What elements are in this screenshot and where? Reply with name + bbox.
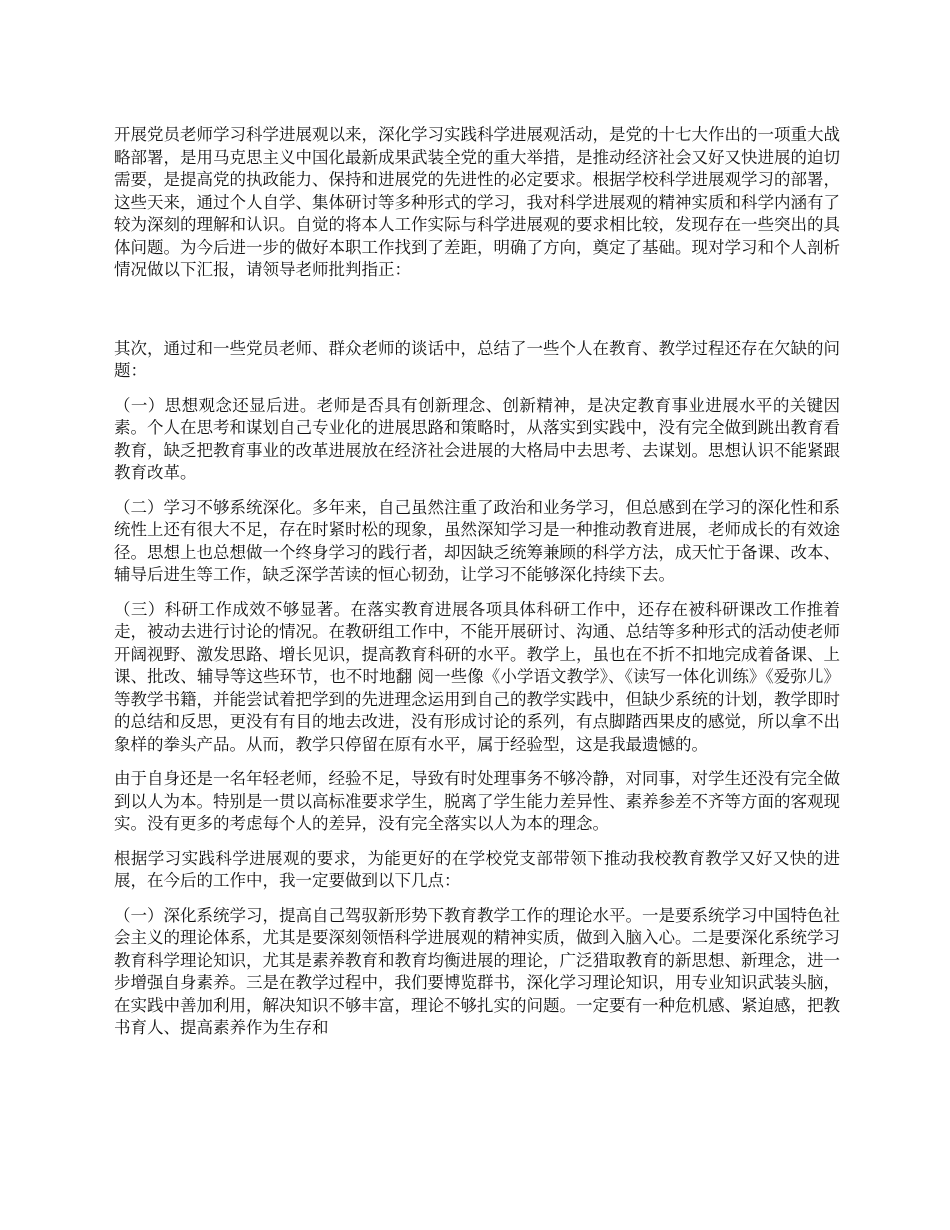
plan-intro-paragraph: 根据学习实践科学进展观的要求，为能更好的在学校党支部带领下推动我校教育教学又好又快的进展，在今后的工作中，我一定要做到以下几点： xyxy=(114,848,840,890)
problem-3-paragraph: （三）科研工作成效不够显著。在落实教育进展各项具体科研工作中，还存在被科研课改工作推着走，被动去进行讨论的情况。在教研组工作中，不能开展研讨、沟通、总结等多种形式的活动使老师开阔视野、激发思路、增长见识，提高教育科研的水平。教学上，虽也在不折不扣地完成着备课、上课、批改、辅导等这些环节，也不时地翻 阅一些像《小学语文教学》、《读写一体化训练》《爱弥儿》等教学书籍，并能尝试着把学到的先进理念运用到自己的教学实践中，但缺少系统的计划，教学即时的总结和反思，更没有有目的地去改进，没有形成讨论的系列，有点脚踏西果皮的感觉，所以拿不出象样的拳头产品。从而，教学只停留在原有水平，属于经验型，这是我最遗憾的。 xyxy=(114,599,840,754)
experience-paragraph: 由于自身还是一名年轻老师，经验不足，导致有时处理事务不够冷静，对同事，对学生还没有完全做到以人为本。特别是一贯以高标准要求学生，脱离了学生能力差异性、素养参差不齐等方面的客观现实。没有更多的考虑每个人的差异，没有完全落实以人为本的理念。 xyxy=(114,769,840,833)
document-body xyxy=(114,124,840,1040)
blank-spacer xyxy=(114,282,840,338)
problem-1-paragraph: （一）思想观念还显后进。老师是否具有创新理念、创新精神，是决定教育事业进展水平的关键因素。个人在思考和谋划自己专业化的进展思路和策略时，从落实到实践中，没有完全做到跳出教育看教育，缺乏把教育事业的改革进展放在经济社会进展的大格局中去思考、去谋划。思想认识不能紧跟教育改革。 xyxy=(114,395,840,482)
problem-2-paragraph: （二）学习不够系统深化。多年来，自己虽然注重了政治和业务学习，但总感到在学习的深化性和系统性上还有很大不足，存在时紧时松的现象，虽然深知学习是一种推动教育进展，老师成长的有效途径。思想上也总想做一个终身学习的践行者，却因缺乏统筹兼顾的科学方法，成天忙于备课、改本、辅导后进生等工作，缺乏深学苦读的恒心韧劲，让学习不能够深化持续下去。 xyxy=(114,497,840,584)
intro-paragraph: 开展党员老师学习科学进展观以来，深化学习实践科学进展观活动，是党的十七大作出的一项重大战略部署，是用马克思主义中国化最新成果武装全党的重大举措，是推动经济社会又好又快进展的迫切需要，是提高党的执政能力、保持和进展党的先进性的必定要求。根据学校科学进展观学习的部署，这些天来，通过个人自学、集体研讨等多种形式的学习，我对科学进展观的精神实质和科学内涵有了较为深刻的理解和认识。自觉的将本人工作实际与科学进展观的要求相比较，发现存在一些突出的具体问题。为今后进一步的做好本职工作找到了差距，明确了方向，奠定了基础。现对学习和个人剖析情况做以下汇报，请领导老师批判指正： xyxy=(114,125,840,279)
problems-intro-paragraph: 其次，通过和一些党员老师、群众老师的谈话中，总结了一些个人在教育、教学过程还存在欠缺的问题： xyxy=(114,338,840,380)
plan-1-paragraph: （一）深化系统学习，提高自己驾驭新形势下教育教学工作的理论水平。一是要系统学习中国特色社会主义的理论体系，尤其是要深刻领悟科学进展观的精神实质，做到入脑入心。二是要深化系统学习教育科学理论知识，尤其是素养教育和教育均衡进展的理论，广泛猎取教育的新思想、新理念，进一步增强自身素养。三是在教学过程中，我们要博览群书，深化学习理论知识，用专业知识武装头脑，在实践中善加利用，解决知识不够丰富，理论不够扎实的问题。一定要有一种危机感、紧迫感，把教书育人、提高素养作为生存和 xyxy=(114,905,840,1037)
